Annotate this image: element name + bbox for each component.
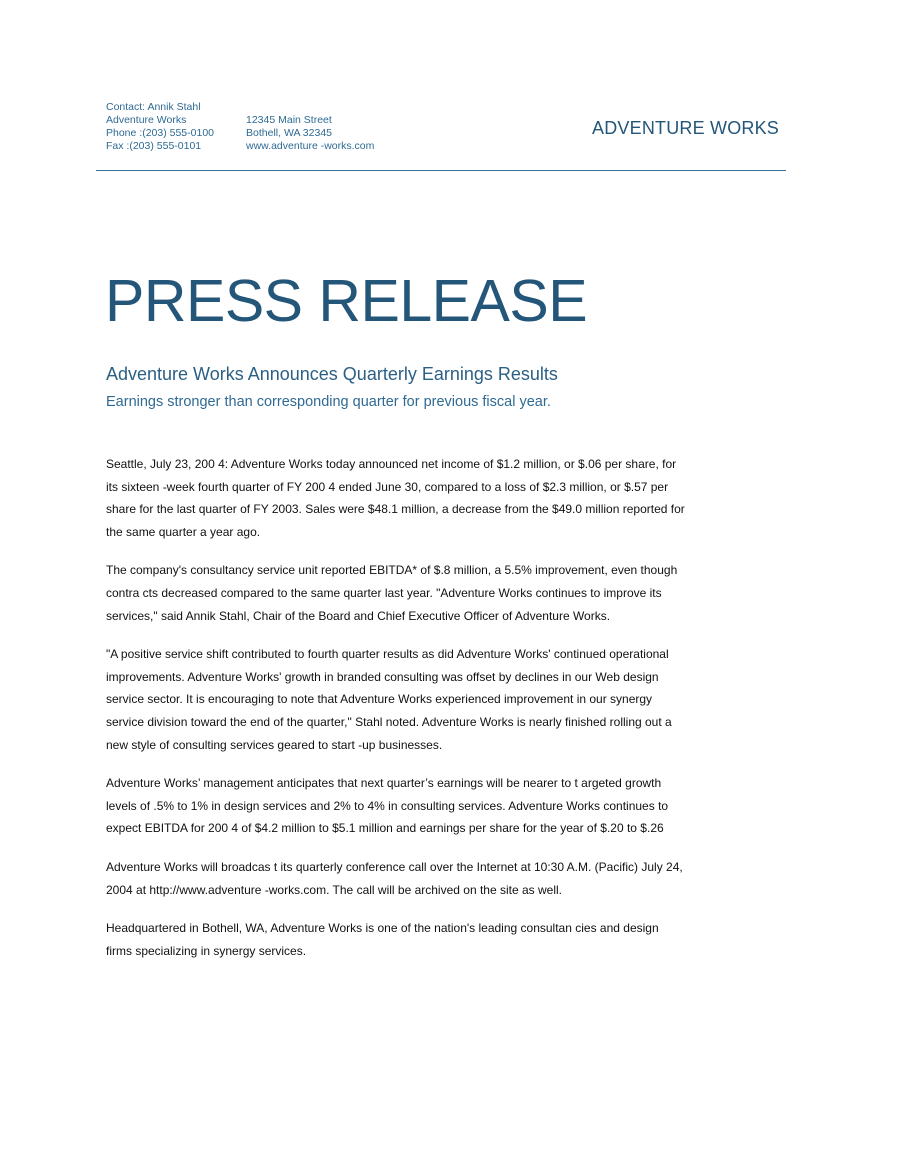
contact-company: Adventure Works bbox=[106, 114, 187, 126]
paragraph-line: new style of consulting services geared to start -up businesses. bbox=[106, 737, 443, 752]
address-block bbox=[246, 114, 374, 153]
address-city: Bothell, WA 32345 bbox=[246, 127, 332, 139]
paragraph-line: expect EBITDA for 200 4 of $4.2 million to $5.1 million and earnings per share for the year of $.20 to $.26 bbox=[106, 821, 664, 836]
contact-name: Contact: Annik Stahl bbox=[106, 101, 201, 113]
paragraph-line: Headquartered in Bothell, WA, Adventure Works is one of the nation's leading consultan cies and design bbox=[106, 921, 659, 936]
paragraph-line: Seattle, July 23, 200 4: Adventure Works today announced net income of $1.2 million, or $.06 per share, for bbox=[106, 457, 677, 471]
brand-logo: ADVENTURE WORKS bbox=[592, 118, 780, 138]
paragraph-line: levels of .5% to 1% in design services and 2% to 4% in consulting services. Adventure Works continues to bbox=[106, 798, 669, 813]
paragraph-broadcast bbox=[106, 856, 786, 901]
paragraph-line: "A positive service shift contributed to fourth quarter results as did Adventure Works' continued operational bbox=[106, 647, 669, 662]
paragraph-outlook bbox=[106, 772, 786, 840]
paragraph-line: The company's consultancy service unit reported EBITDA* of $.8 million, a 5.5% improvement, even though bbox=[106, 563, 678, 578]
paragraph-line: share for the last quarter of FY 2003. Sales were $48.1 million, a decrease from the $49.0 million reported for bbox=[106, 502, 685, 517]
paragraph-quote bbox=[106, 643, 786, 756]
paragraph-line: Adventure Works’ management anticipates that next quarter’s earnings will be nearer to t argeted growth bbox=[106, 776, 662, 791]
paragraph-line: firms specializing in synergy services. bbox=[106, 943, 307, 958]
paragraph-about bbox=[106, 917, 786, 962]
header-divider bbox=[96, 170, 786, 171]
body-text bbox=[106, 453, 786, 978]
paragraph-line: 2004 at http://www.adventure -works.com. The call will be archived on the site as well. bbox=[106, 882, 562, 897]
paragraph-line: its sixteen -week fourth quarter of FY 200 4 ended June 30, compared to a loss of $2.3 million, or $.57 per bbox=[106, 479, 669, 494]
contact-block bbox=[106, 101, 214, 153]
subheadline: Earnings stronger than corresponding quarter for previous fiscal year. bbox=[106, 394, 551, 410]
paragraph-ebitda bbox=[106, 559, 786, 627]
page-title: PRESS RELEASE bbox=[105, 268, 588, 334]
paragraph-line: contra cts decreased compared to the same quarter last year. "Adventure Works continues to improve its bbox=[106, 585, 662, 600]
contact-phone: Phone :(203) 555-0100 bbox=[106, 127, 214, 139]
paragraph-line: improvements. Adventure Works' growth in branded consulting was offset by declines in our Web design bbox=[106, 669, 659, 684]
paragraph-line: services," said Annik Stahl, Chair of the Board and Chief Executive Officer of Adventure Works. bbox=[106, 608, 611, 623]
contact-fax: Fax :(203) 555-0101 bbox=[106, 140, 202, 152]
paragraph-line: the same quarter a year ago. bbox=[106, 524, 261, 539]
address-website: www.adventure -works.com bbox=[246, 140, 375, 152]
paragraph-line: service sector. It is encouraging to note that Adventure Works experienced improvement in our synergy bbox=[106, 692, 653, 707]
paragraph-line: Adventure Works will broadcas t its quarterly conference call over the Internet at 10:30 A.M. (Pacific) July 24, bbox=[106, 859, 683, 874]
paragraph-line: service division toward the end of the quarter," Stahl noted. Adventure Works is nearly finished rolling out a bbox=[106, 714, 672, 729]
headline: Adventure Works Announces Quarterly Earnings Results bbox=[106, 364, 558, 384]
address-street: 12345 Main Street bbox=[246, 114, 332, 126]
paragraph-earnings bbox=[106, 453, 786, 543]
